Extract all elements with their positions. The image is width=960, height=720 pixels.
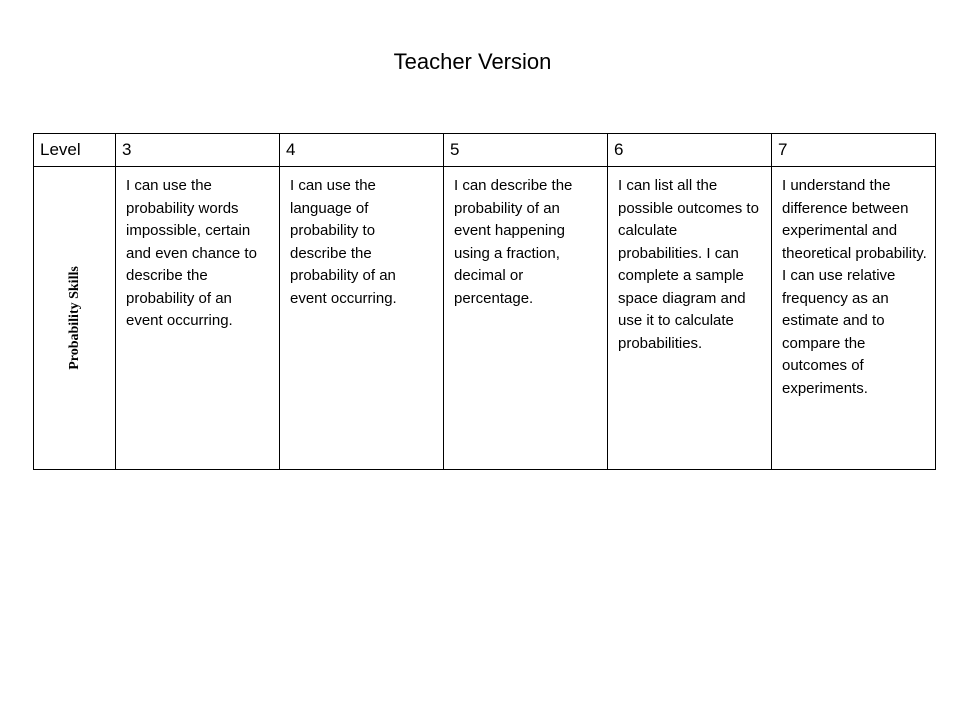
table-row bbox=[34, 167, 936, 470]
row-label-cell bbox=[34, 167, 116, 470]
level-header: Level bbox=[34, 134, 116, 167]
header-row bbox=[34, 134, 936, 167]
level-3-header: 3 bbox=[116, 134, 280, 167]
level-3-descriptor: I can use the probability words impossible, certain and even chance to describe the probability of an event occurring. bbox=[116, 167, 280, 470]
level-7-descriptor: I understand the difference between experimental and theoretical probability. I can use relative frequency as an estimate and to compare the outcomes of experiments. bbox=[772, 167, 936, 470]
level-5-descriptor: I can describe the probability of an event happening using a fraction, decimal or percentage. bbox=[444, 167, 608, 470]
level-5-header: 5 bbox=[444, 134, 608, 167]
page-title: Teacher Version bbox=[393, 49, 552, 74]
level-4-header: 4 bbox=[280, 134, 444, 167]
level-7-header: 7 bbox=[772, 134, 936, 167]
level-6-descriptor: I can list all the possible outcomes to calculate probabilities. I can complete a sample space diagram and use it to calculate probabilities. bbox=[608, 167, 772, 470]
row-label: Probability Skills bbox=[66, 266, 82, 370]
level-4-descriptor: I can use the language of probability to describe the probability of an event occurring. bbox=[280, 167, 444, 470]
level-6-header: 6 bbox=[608, 134, 772, 167]
rubric-table bbox=[33, 133, 936, 470]
